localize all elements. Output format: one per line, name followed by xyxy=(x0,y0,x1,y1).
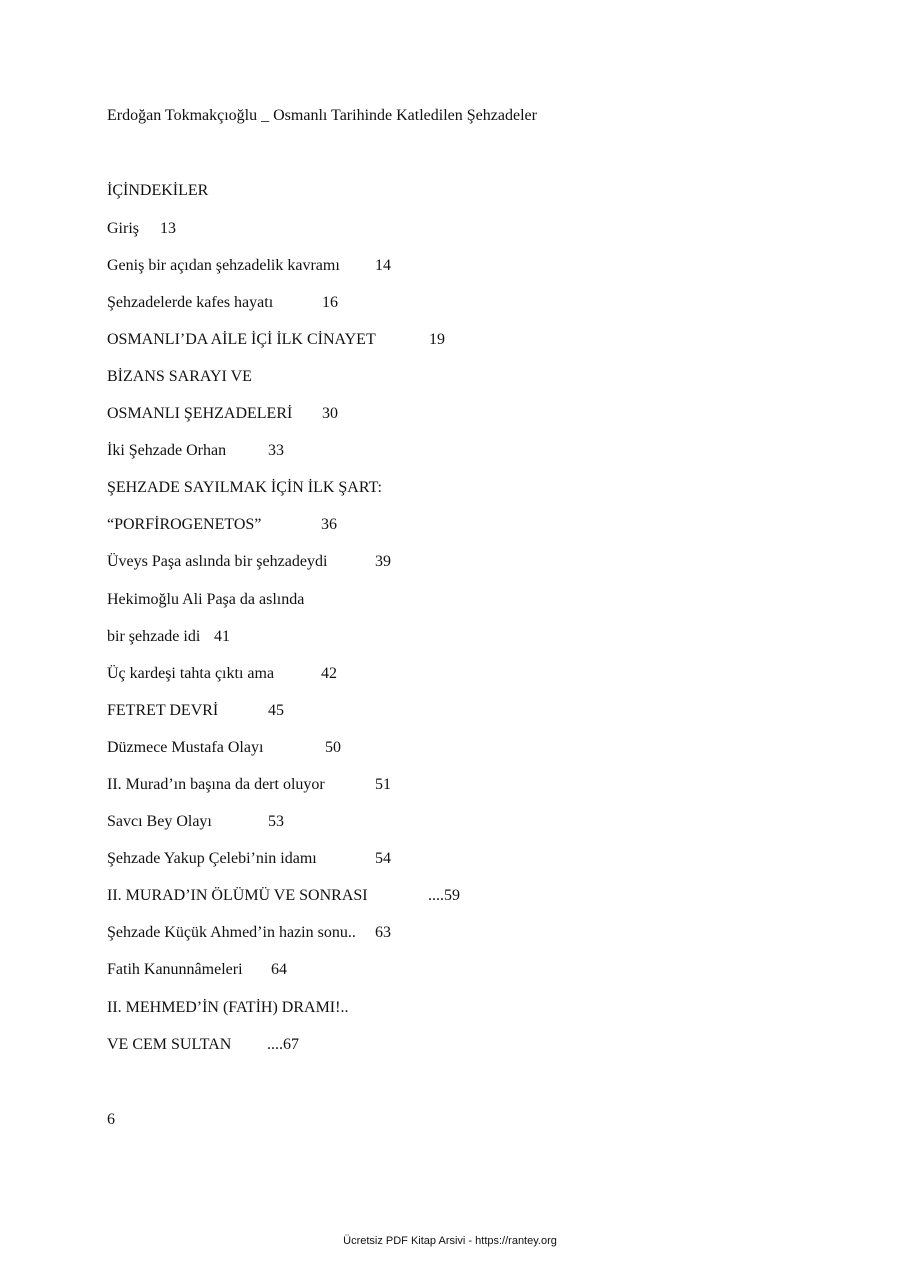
toc-entry-text: Üveys Paşa aslında bir şehzadeydi xyxy=(107,553,328,570)
toc-entry-text: bir şehzade idi xyxy=(107,628,201,645)
toc-entry-page: ....59 xyxy=(428,887,460,904)
toc-entry-text: II. Murad’ın başına da dert oluyor xyxy=(107,776,325,793)
toc-entry-text: BİZANS SARAYI VE xyxy=(107,368,252,385)
toc-entry-text: Savcı Bey Olayı xyxy=(107,813,212,830)
toc-entry-text: OSMANLI’DA AİLE İÇİ İLK CİNAYET xyxy=(107,331,376,348)
toc-entry-page: 42 xyxy=(321,665,337,682)
toc-entry-text: İki Şehzade Orhan xyxy=(107,442,227,459)
toc-entry-text: Üç kardeşi tahta çıktı ama xyxy=(107,665,275,682)
toc-entry-page: 64 xyxy=(271,961,287,978)
toc-entry-text: ŞEHZADE SAYILMAK İÇİN İLK ŞART: xyxy=(107,479,382,496)
toc-entry-text: Giriş xyxy=(107,220,139,237)
toc-entry-page: 30 xyxy=(322,405,338,422)
toc-entry-text: FETRET DEVRİ xyxy=(107,702,219,719)
toc-entry-page: 16 xyxy=(322,294,338,311)
toc-entry-page: 19 xyxy=(429,331,445,348)
toc-entry-text: II. MURAD’IN ÖLÜMÜ VE SONRASI xyxy=(107,887,368,904)
page-number: 6 xyxy=(107,1111,115,1128)
toc-entry-text: “PORFİROGENETOS” xyxy=(107,516,262,533)
toc-entry-page: 53 xyxy=(268,813,284,830)
toc-entry-page: 36 xyxy=(321,516,337,533)
toc-entry-page: 13 xyxy=(160,220,176,237)
footer-text: Ücretsiz PDF Kitap Arsivi - https://rantey.org xyxy=(343,1235,557,1247)
toc-entry-page: 45 xyxy=(268,702,284,719)
toc-entry-text: Şehzade Küçük Ahmed’in hazin sonu.. xyxy=(107,924,356,941)
toc-entry-text: Geniş bir açıdan şehzadelik kavramı xyxy=(107,257,340,274)
toc-entry-page: 50 xyxy=(325,739,341,756)
toc-entry-text: Şehzade Yakup Çelebi’nin idamı xyxy=(107,850,317,867)
toc-entry-text: OSMANLI ŞEHZADELERİ xyxy=(107,405,293,422)
toc-entry-page: ....67 xyxy=(267,1036,299,1053)
toc-entry-page: 39 xyxy=(375,553,391,570)
document-header: Erdoğan Tokmakçıoğlu _ Osmanlı Tarihinde Katledilen Şehzadeler xyxy=(107,107,537,124)
toc-entry-page: 51 xyxy=(375,776,391,793)
toc-entry-page: 63 xyxy=(375,924,391,941)
toc-entry-page: 54 xyxy=(375,850,391,867)
toc-entry-text: Fatih Kanunnâmeleri xyxy=(107,961,243,978)
toc-entry-text: VE CEM SULTAN xyxy=(107,1036,232,1053)
toc-entry-text: II. MEHMED’İN (FATİH) DRAMI!.. xyxy=(107,999,349,1016)
toc-title: İÇİNDEKİLER xyxy=(107,182,209,199)
toc-entry-text: Şehzadelerde kafes hayatı xyxy=(107,294,274,311)
toc-entry-text: Düzmece Mustafa Olayı xyxy=(107,739,264,756)
toc-entry-text: Hekimoğlu Ali Paşa da aslında xyxy=(107,591,305,608)
toc-entry-page: 14 xyxy=(375,257,391,274)
toc-entry-page: 41 xyxy=(214,628,230,645)
toc-entry-page: 33 xyxy=(268,442,284,459)
